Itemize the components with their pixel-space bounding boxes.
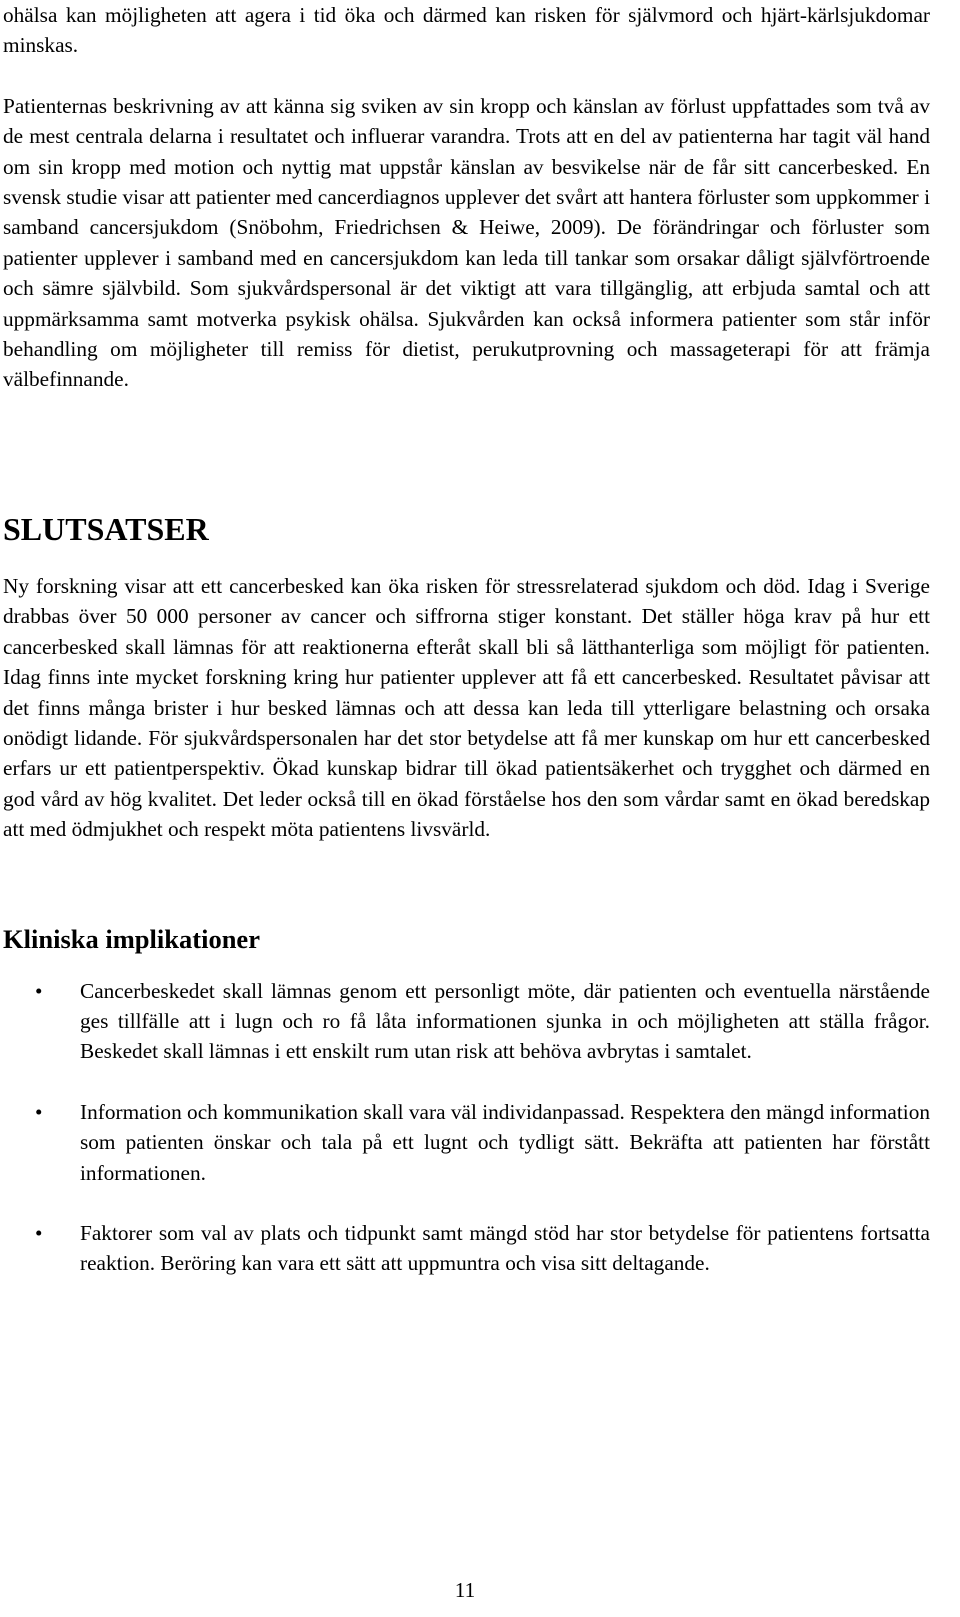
list-item xyxy=(3,1218,930,1279)
page-content xyxy=(3,0,930,1309)
slutsatser-heading: SLUTSATSER xyxy=(3,510,209,547)
list-item-text: Cancerbeskedet skall lämnas genom ett personligt möte, där patienten och eventuella närstående ges tillfälle att i lugn och ro få låta informationen sjunka in och möjligheten att ställa frågor. Beskedet skall lämnas i ett enskilt rum utan risk att behöva avbrytas i samtalet. xyxy=(80,978,930,1064)
list-item xyxy=(3,1097,930,1188)
list-item-text: Faktorer som val av plats och tidpunkt samt mängd stöd har stor betydelse för patientens fortsatta reaktion. Beröring kan vara ett sätt att uppmuntra och visa sitt deltagande. xyxy=(80,1220,930,1276)
bullet-icon: • xyxy=(35,1099,43,1124)
kliniska-implikationer-list xyxy=(3,976,930,1279)
slutsatser-paragraph: Ny forskning visar att ett cancerbesked kan öka risken för stressrelaterad sjukdom och död. Idag i Sverige drabbas över 50 000 personer av cancer och siffrorna stiger konstant. Det ställer höga krav på hur ett cancerbesked skall lämnas för att reaktionerna efteråt skall bli så lätthanterliga som möjligt för patienten. Idag finns inte mycket forskning kring hur patienter upplever att få ett cancerbesked. Resultatet påvisar att det finns många brister i hur besked lämnas och att dessa kan leda till ytterligare belastning och orsaka onödigt lidande. För sjukvårdspersonalen har det stor betydelse att få mer kunskap om hur ett cancerbesked erfars ur ett patientperspektiv. Ökad kunskap bidrar till ökad patientsäkerhet och trygghet och därmed en god vård av hög kvalitet. Det leder också till en ökad förståelse hos den som vårdar samt en ökad beredskap att med ödmjukhet och respekt möta patientens livsvärld. xyxy=(3,573,930,842)
kliniska-implikationer-heading: Kliniska implikationer xyxy=(3,923,260,954)
bullet-icon: • xyxy=(35,1220,43,1245)
list-item xyxy=(3,976,930,1067)
intro-paragraph-2: Patienternas beskrivning av att känna sig sviken av sin kropp och känslan av förlust uppfattades som två av de mest centrala delarna i resultatet och influerar varandra. Trots att en del av patienterna har tagit väl hand om sin kropp med motion och nyttig mat uppstår känslan av besvikelse när de får sitt cancerbesked. En svensk studie visar att patienter med cancerdiagnos upplever det svårt att hantera förluster som uppkommer i samband cancersjukdom (Snöbohm, Friedrichsen & Heiwe, 2009). De förändringar och förluster som patienter upplever i samband med en cancersjukdom kan leda till tankar som orsakar dåligt självförtroende och sämre självbild. Som sjukvårdspersonal är det viktigt att vara tillgänglig, att erbjuda samtal och att uppmärksamma samt motverka psykisk ohälsa. Sjukvården kan också informera patienter som står inför behandling om möjligheter till remiss för dietist, perukutprovning och massageterapi för att främja välbefinnande. xyxy=(3,93,930,392)
intro-paragraph-1: ohälsa kan möjligheten att agera i tid öka och därmed kan risken för självmord och hjärt-kärlsjukdomar minskas. xyxy=(3,3,930,58)
bullet-icon: • xyxy=(35,978,43,1003)
page-number: 11 xyxy=(454,1578,476,1602)
list-item-text: Information och kommunikation skall vara väl individanpassad. Respektera den mängd information som patienten önskar och tala på ett lugnt och tydligt sätt. Bekräfta att patienten har förstått informationen. xyxy=(80,1099,930,1185)
